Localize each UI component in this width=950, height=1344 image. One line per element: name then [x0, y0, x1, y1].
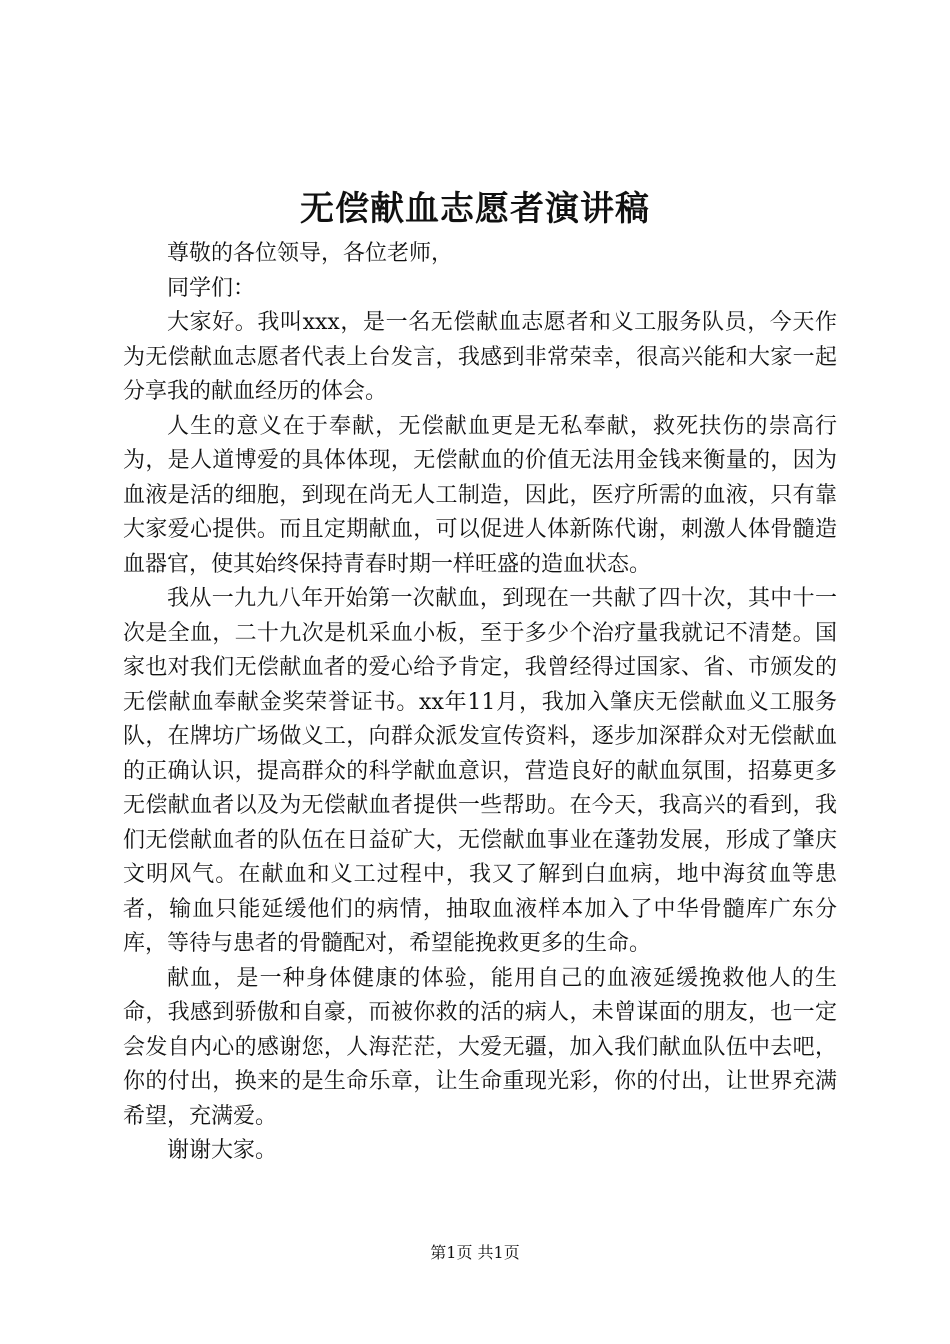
body-paragraph: 人生的意义在于奉献，无偿献血更是无私奉献，救死扶伤的崇高行为，是人道博爱的具体体现，无偿献血的价值无法用金钱来衡量的，因为血液是活的细胞，到现在尚无人工制造，因此，医疗所需的血液，只有靠大家爱心提供。而且定期献血，可以促进人体新陈代谢，刺激人体骨髓造血器官，使其始终保持青春时期一样旺盛的造血状态。: [123, 413, 837, 577]
page-number-footer: 第1页 共1页: [430, 1243, 520, 1262]
body-paragraph: 献血，是一种身体健康的体验，能用自己的血液延缓挽救他人的生命，我感到骄傲和自豪，而被你救的活的病人，未曾谋面的朋友，也一定会发自内心的感谢您，人海茫茫，大爱无疆，加入我们献血队伍中去吧，你的付出，换来的是生命乐章，让生命重现光彩，你的付出，让世界充满希望，充满爱。: [123, 965, 837, 1129]
salutation-line: 尊敬的各位领导，各位老师，: [167, 241, 454, 266]
body-paragraph: 我从一九九八年开始第一次献血，到现在一共献了四十次，其中十一次是全血，二十九次是机采血小板，至于多少个治疗量我就记不清楚。国家也对我们无偿献血者的爱心给予肯定，我曾经得过国家、省、市颁发的无偿献血奉献金奖荣誉证书。xx年11月，我加入肇庆无偿献血义工服务队，在牌坊广场做义工，向群众派发宣传资料，逐步加深群众对无偿献血的正确认识，提高群众的科学献血意识，营造良好的献血氛围，招募更多无偿献血者以及为无偿献血者提供一些帮助。在今天，我高兴的看到，我们无偿献血者的队伍在日益矿大，无偿献血事业在蓬勃发展，形成了肇庆文明风气。在献血和义工过程中，我又了解到白血病，地中海贫血等患者，输血只能延缓他们的病情，抽取血液样本加入了中华骨髓库广东分库，等待与患者的骨髓配对，希望能挽救更多的生命。: [123, 586, 837, 956]
document-title: 无偿献血志愿者演讲稿: [300, 189, 650, 229]
closing-line: 谢谢大家。: [167, 1138, 278, 1163]
speech-body: [123, 237, 837, 1169]
salutation-line: 同学们：: [167, 275, 256, 301]
body-paragraph: 大家好。我叫xxx，是一名无偿献血志愿者和义工服务队员，今天作为无偿献血志愿者代表上台发言，我感到非常荣幸，很高兴能和大家一起分享我的献血经历的体会。: [123, 310, 837, 404]
